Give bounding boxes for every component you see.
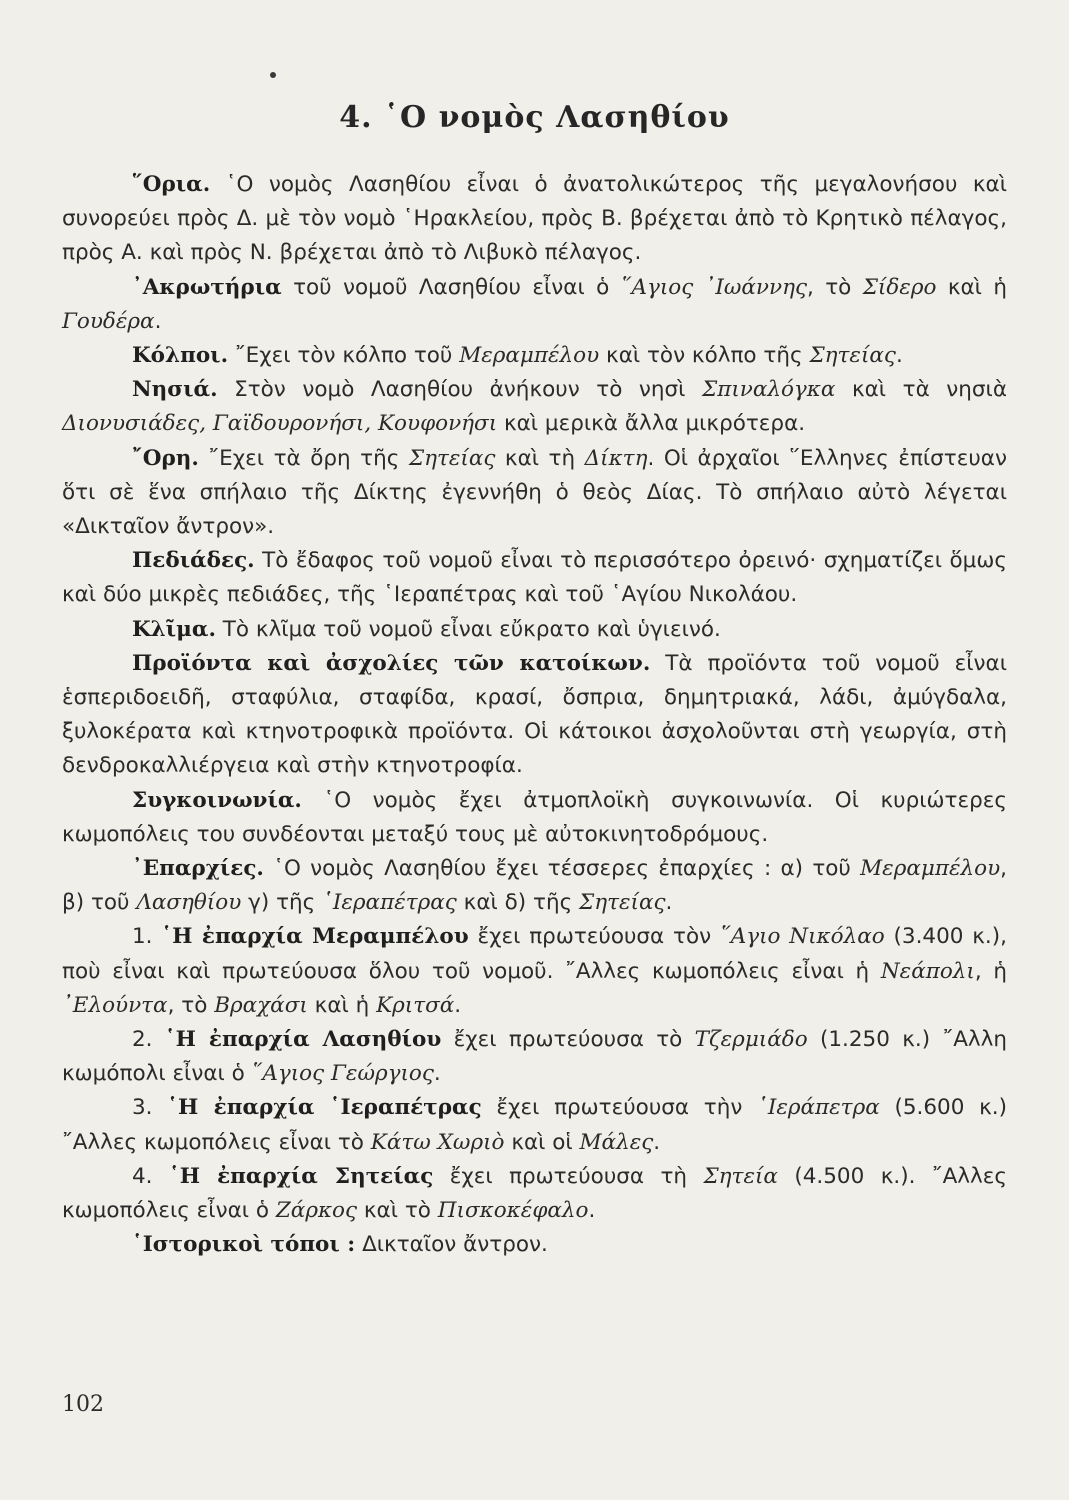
text: , β) τοῦ bbox=[62, 856, 1007, 916]
text: καὶ ἡ bbox=[307, 992, 377, 1018]
paragraph-kolpoi bbox=[62, 339, 1007, 373]
text: γ) τῆς bbox=[241, 890, 323, 916]
ink-dot bbox=[270, 72, 276, 78]
paragraph-proionta bbox=[62, 647, 1007, 784]
heading-istorikoi: ῾Ιστορικοὶ τόποι : bbox=[132, 1232, 356, 1258]
text: . bbox=[588, 1198, 596, 1224]
place-name: ῾Ιεράπετρα bbox=[757, 1095, 880, 1121]
paragraph-eparxia-2 bbox=[62, 1023, 1007, 1091]
place-name: ᾿Ελούντα bbox=[62, 992, 168, 1018]
text: ῎Εχει τὸν κόλπο τοῦ bbox=[228, 343, 460, 369]
paragraph-ori bbox=[62, 442, 1007, 545]
heading-ori: ῎Ορη. bbox=[132, 445, 199, 471]
list-number: 4. bbox=[132, 1163, 169, 1189]
heading-klima: Κλῖμα. bbox=[132, 616, 216, 642]
text: . bbox=[433, 1061, 441, 1087]
place-name: Κριτσά bbox=[376, 992, 455, 1018]
place-name: Ζάρκος bbox=[275, 1198, 358, 1224]
chapter-body bbox=[62, 168, 1007, 1263]
heading-eparxia-3: ῾Η ἐπαρχία ῾Ιεραπέτρας bbox=[167, 1095, 482, 1121]
paragraph-sygkoinonia bbox=[62, 784, 1007, 852]
text: . Οἱ ἀρχαῖοι ῞Ελληνες ἐπίστευαν ὅτι σὲ ἕνα σπήλαιο τῆς Δίκτης ἐγεννήθη ὁ θεὸς Δίας. Τὸ σπήλαιο αὐτὸ λέγεται «Δικταῖον ἄντρον». bbox=[62, 445, 1007, 540]
text: (5.600 κ.) ῎Αλλες κωμοπόλεις εἶναι τὸ bbox=[62, 1095, 1008, 1155]
heading-eparxia-4: ῾Η ἐπαρχία Σητείας bbox=[168, 1163, 434, 1189]
text: , τὸ bbox=[807, 274, 863, 300]
place-name: ῞Αγιος Γεώργιος bbox=[251, 1061, 434, 1087]
text: ἔχει πρωτεύουσα τὴν bbox=[481, 1095, 758, 1121]
text: καὶ τὸν κόλπο τῆς bbox=[599, 343, 810, 369]
place-name: Μεραμπέλου bbox=[860, 856, 1001, 882]
place-name: Τζερμιάδο bbox=[694, 1027, 808, 1053]
text: (3.400 κ.), ποὺ εἶναι καὶ πρωτεύουσα ὅλου τοῦ νομοῦ. ῎Αλλες κωμοπόλεις εἶναι ἡ bbox=[62, 924, 1007, 984]
heading-oria: ῞Ορια. bbox=[132, 172, 211, 197]
heading-eparxia-2: ῾Η ἐπαρχία Λασηθίου bbox=[164, 1027, 442, 1053]
heading-pediades: Πεδιάδες. bbox=[132, 548, 255, 574]
heading-eparxies: ᾿Επαρχίες. bbox=[132, 856, 264, 882]
place-name: Κάτω Χωριὸ bbox=[370, 1129, 505, 1155]
heading-sygkoinonia: Συγκοινωνία. bbox=[132, 787, 302, 813]
place-name: Σπιναλόγκα bbox=[702, 377, 836, 403]
text: Τὰ προϊόντα τοῦ νομοῦ εἶναι ἑσπεριδοειδῆ, σταφύλια, σταφίδα, κρασί, ὄσπρια, δημητριακά, λάδι, ἀμύγδαλα, ξυλοκέρατα καὶ κτηνοτροφικὰ προϊόντα. Οἱ κάτοικοι ἀσχολοῦνται στὴ γεωργία, στὴ δενδροκαλλιέργεια καὶ στὴν κτηνοτροφία. bbox=[62, 650, 1007, 779]
paragraph-eparxies bbox=[62, 852, 1007, 920]
text: καὶ δ) τῆς bbox=[456, 890, 580, 916]
text: . bbox=[895, 343, 903, 369]
place-name: Λασηθίου bbox=[136, 890, 242, 916]
text: . bbox=[665, 890, 673, 916]
text: καὶ τὴ bbox=[495, 445, 585, 471]
place-name: Μεραμπέλου bbox=[459, 343, 600, 369]
text: (4.500 κ.). ῎Αλλες κωμοπόλεις εἶναι ὁ bbox=[62, 1163, 1007, 1224]
page-number: 102 bbox=[62, 1392, 104, 1417]
paragraph-eparxia-3 bbox=[62, 1091, 1007, 1159]
place-name: Πισκοκέφαλο bbox=[437, 1198, 589, 1224]
text: ἔχει πρωτεύουσα τὸ bbox=[441, 1027, 695, 1053]
place-name: Γουδέρα bbox=[62, 308, 155, 334]
place-name: ῾Ιεραπέτρας bbox=[322, 890, 457, 916]
paragraph-istorikoi bbox=[62, 1228, 1007, 1262]
text: . bbox=[454, 992, 462, 1018]
place-name: ῞Αγιος ᾿Ιωάννης bbox=[620, 274, 807, 300]
text: . bbox=[653, 1129, 661, 1155]
text: Τὸ ἔδαφος τοῦ νομοῦ εἶναι τὸ περισσότερο ὀρεινό· σχηματίζει ὅμως καὶ δύο μικρὲς πεδιάδες, τῆς ῾Ιεραπέτρας καὶ τοῦ ῾Αγίου Νικολάου. bbox=[62, 548, 1007, 608]
chapter-title: 4. ῾Ο νομὸς Λασηθίου bbox=[339, 100, 730, 135]
list-number: 1. bbox=[132, 924, 162, 950]
place-name: Σητείας bbox=[809, 343, 896, 369]
place-name: Διονυσιάδες, Γαϊδουρονήσι, Κουφονήσι bbox=[62, 411, 498, 437]
place-name: Δίκτη bbox=[584, 445, 648, 471]
place-name: ῞Αγιο Νικόλαο bbox=[719, 924, 885, 950]
place-name: Βραχάσι bbox=[214, 992, 308, 1018]
text: ῾Ο νομὸς Λασηθίου εἶναι ὁ ἀνατολικώτερος τῆς μεγαλονήσου καὶ συνορεύει πρὸς Δ. μὲ τὸν νομὸ ῾Ηρακλείου, πρὸς Β. βρέχεται ἀπὸ τὸ Κρητικὸ πέλαγος, πρὸς Α. καὶ πρὸς Ν. βρέχεται ἀπὸ τὸ Λιβυκὸ πέλαγος. bbox=[62, 172, 1007, 266]
text: , τὸ bbox=[167, 992, 215, 1018]
text: ῎Εχει τὰ ὄρη τῆς bbox=[198, 445, 409, 471]
place-name: Σίδερο bbox=[862, 274, 937, 300]
heading-proionta: Προϊόντα καὶ ἀσχολίες τῶν κατοίκων. bbox=[132, 650, 651, 676]
list-number: 3. bbox=[132, 1095, 168, 1121]
paragraph-eparxia-1 bbox=[62, 920, 1007, 1023]
list-number: 2. bbox=[132, 1027, 165, 1053]
text: καὶ τὸ bbox=[357, 1198, 438, 1224]
paragraph-pediades bbox=[62, 544, 1007, 612]
paragraph-akrotiria bbox=[62, 271, 1007, 339]
text: . bbox=[154, 308, 162, 334]
place-name: Νεάπολι bbox=[880, 958, 975, 984]
place-name: Μάλες bbox=[579, 1129, 654, 1155]
paragraph-nisia bbox=[62, 373, 1007, 441]
place-name: Σητεία bbox=[703, 1163, 778, 1189]
text: καὶ μερικὰ ἄλλα μικρότερα. bbox=[497, 411, 806, 437]
place-name: Σητείας bbox=[408, 445, 496, 471]
heading-eparxia-1: ῾Η ἐπαρχία Μεραμπέλου bbox=[161, 924, 469, 950]
text: Τὸ κλῖμα τοῦ νομοῦ εἶναι εὔκρατο καὶ ὑγιεινό. bbox=[215, 616, 721, 642]
text: ἔχει πρωτεύουσα τὴ bbox=[433, 1163, 704, 1189]
paragraph-klima bbox=[62, 613, 1007, 647]
text: καὶ τὰ νησιὰ bbox=[835, 377, 1008, 403]
text: , ἡ bbox=[974, 958, 1007, 984]
text: Δικταῖον ἄντρον. bbox=[355, 1232, 548, 1258]
text: καὶ οἱ bbox=[504, 1129, 580, 1155]
text: Στὸν νομὸ Λασηθίου ἀνήκουν τὸ νησὶ bbox=[217, 377, 703, 403]
paragraph-eparxia-4 bbox=[62, 1160, 1007, 1228]
heading-akrotiria: ᾿Ακρωτήρια bbox=[132, 274, 282, 300]
text: τοῦ νομοῦ Λασηθίου εἶναι ὁ bbox=[281, 274, 621, 300]
paragraph-oria bbox=[62, 168, 1007, 271]
place-name: Σητείας bbox=[579, 890, 666, 916]
heading-kolpoi: Κόλποι. bbox=[132, 343, 229, 369]
text: καὶ ἡ bbox=[936, 274, 1007, 300]
text: ῾Ο νομὸς ἔχει ἀτμοπλοϊκὴ συγκοινωνία. Οἱ κυριώτερες κωμοπόλεις του συνδέονται μεταξύ τους μὲ αὐτοκινητοδρόμους. bbox=[62, 787, 1007, 847]
heading-nisia: Νησιά. bbox=[132, 377, 218, 403]
text: ῾Ο νομὸς Λασηθίου ἔχει τέσσερες ἐπαρχίες : α) τοῦ bbox=[263, 856, 861, 882]
text: ἔχει πρωτεύουσα τὸν bbox=[468, 924, 720, 950]
text: (1.250 κ.) ῎Αλλη κωμόπολι εἶναι ὁ bbox=[62, 1027, 1007, 1087]
